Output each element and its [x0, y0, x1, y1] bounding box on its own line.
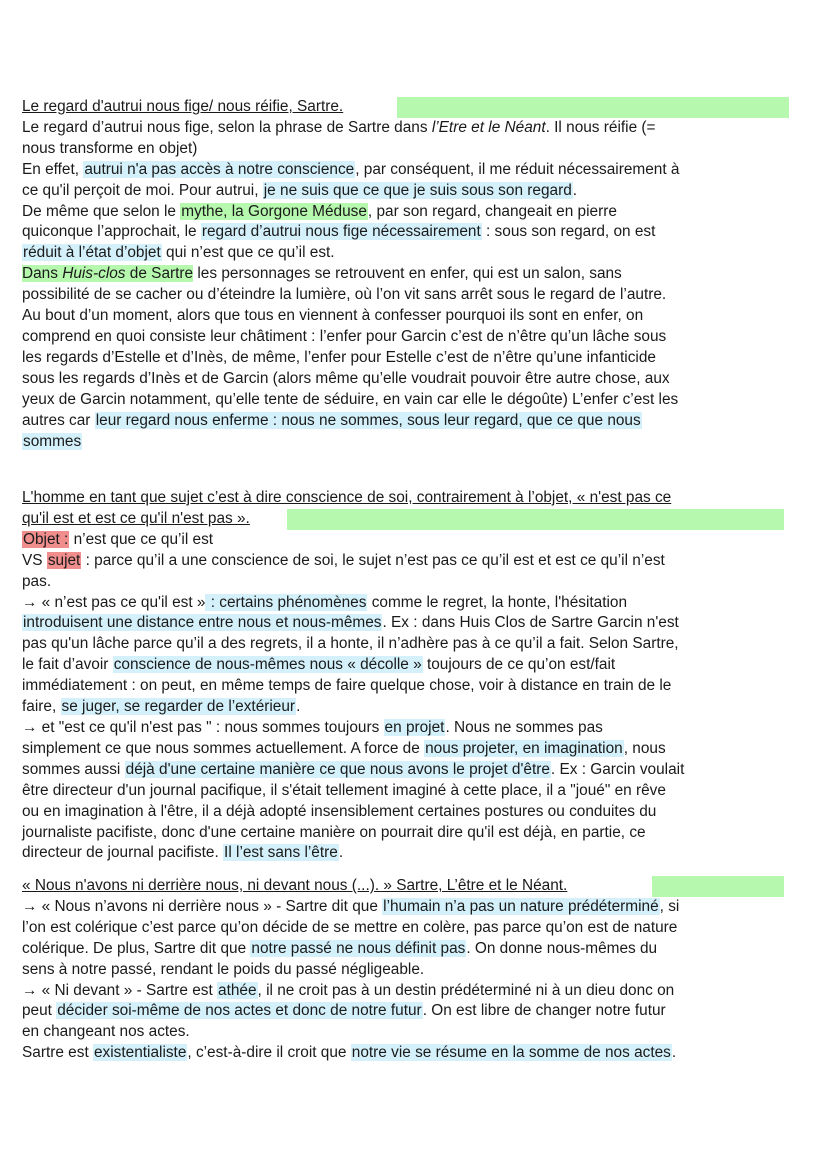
- section-ni-derriere-ni-devant: « Nous n'avons ni derrière nous, ni devant nous (...). » Sartre, L’être et le Néant. → « Nous n’avons ni derrière nous » - Sartre dit que l’humain n’a pas un nature prédéterminé, si l’on est colérique c’est parce qu’on décide de se mettre en colère, pas parce qu’on est de nature colérique. De plus, Sartre dit que notre passé ne nous définit pas. On donne nous-mêmes du sens à notre passé, rendant le poids du passé négligeable. → « Ni devant » - Sartre est athée, il ne croit pas à un destin prédéterminé ni à un dieu donc on peut décider soi-même de nos actes et donc de notre futur. On est libre de changer notre futur en changeant nos actes. Sartre est existentialiste, c’est-à-dire il croit que notre vie se résume en la somme de nos actes.: [22, 876, 792, 1064]
- highlight: leur regard nous enferme : nous ne sommes, sous leur regard, que ce que nous: [95, 411, 641, 429]
- label-sujet: sujet: [47, 551, 81, 569]
- highlight: Il l’est sans l’être: [224, 844, 338, 862]
- highlight: décider soi-même de nos actes et donc de notre futur: [57, 1002, 422, 1020]
- highlight: athée: [218, 981, 257, 999]
- highlight: introduisent une distance entre nous et nous-mêmes: [23, 614, 382, 632]
- section-sujet-conscience: L'homme en tant que sujet c’est à dire conscience de soi, contrairement à l’objet, « n'est pas ce qu'il est et est ce qu'il n'est pas ». Objet : n’est que ce qu’il est VS sujet : parce qu’il a une conscience de soi, le sujet n’est pas ce qu’il est et est ce qu’il n’est pas. → « n’est pas ce qu'il est » : certains phénomènes comme le regret, la honte, l'hésitation introduisent une distance entre nous et nous-mêmes. Ex : dans Huis Clos de Sartre Garcin n'est pas qu'un lâche parce qu’il a des regrets, il a honte, il n’adhère pas à ce qu’il a fait. Selon Sartre, le fait d’avoir conscience de nous-mêmes nous « décolle » toujours de ce qu’on est/fait immédiatement : on peut, en même temps de faire quelque chose, voir à distance en train de le faire, se juger, se regarder de l’extérieur. → et "est ce qu'il n'est pas " : nous sommes toujours en projet. Nous ne sommes pas simplement ce que nous sommes actuellement. A force de nous projeter, en imagination, nous sommes aussi déjà d'une certaine manière ce que nous avons le projet d'être. Ex : Garcin voulait être directeur d'un journal pacifique, il s'était tellement imaginé à cette place, il a "joué" en rêve ou en imagination à l'être, il a déjà adopté insensiblement certaines postures ou conduites du journaliste pacifiste, donc d'une certaine manière on pourrait dire qu'il est déjà, en partie, ce directeur de journal pacifiste. Il l’est sans l’être.: [22, 488, 792, 864]
- highlight: nous projeter, en imagination: [425, 739, 623, 757]
- highlight: autrui n'a pas accès à notre conscience: [84, 160, 355, 178]
- section1-title: Le regard d'autrui nous fige/ nous réifie, Sartre.: [22, 98, 344, 115]
- section-regard-autrui: Le regard d'autrui nous fige/ nous réifie, Sartre. Le regard d’autrui nous fige, selon la phrase de Sartre dans l’Etre et le Néant. Il nous réifie (= nous transforme en objet) En effet, autrui n'a pas accès à notre conscience, par conséquent, il me réduit nécessairement à ce qu'il perçoit de moi. Pour autrui, je ne suis que ce que je suis sous son regard. De même que selon le mythe, la Gorgone Méduse, par son regard, changeait en pierre quiconque l’approchait, le regard d’autrui nous fige nécessairement : sous son regard, on est réduit à l’état d’objet qui n’est que ce qu’il est. Dans Huis-clos de Sartre les personnages se retrouvent en enfer, qui est un salon, sans possibilité de se cacher ou d’éteindre la lumière, où l’on vit sans arrêt sous le regard de l’autre. Au bout d’un moment, alors que tous en viennent à confesser pourquoi ils sont en enfer, on comprend en quoi consiste leur châtiment : l’enfer pour Garcin c’est de n’être qu’un lâche sous les regards d’Estelle et d’Inès, de même, l’enfer pour Estelle c’est de n’être qu’une infanticide sous les regards d’Inès et de Garcin (alors même qu’elle voudrait pouvoir être autre chose, aux yeux de Garcin notamment, qu’elle tente de séduire, en vain car elle le dégoûte) L’enfer c’est les autres car leur regard nous enferme : nous ne sommes, sous leur regard, que ce que nous sommes: [22, 97, 792, 452]
- highlight: existentialiste: [94, 1044, 187, 1062]
- highlight: l’humain n’a pas un nature prédéterminé: [383, 897, 659, 915]
- highlight-green: mythe, la Gorgone Méduse: [181, 202, 367, 220]
- highlight: notre passé ne nous définit pas: [251, 939, 466, 957]
- highlight: notre vie se résume en la somme de nos actes: [351, 1044, 671, 1062]
- highlight: déjà d'une certaine manière ce que nous avons le projet d'être: [125, 760, 550, 778]
- highlight: regard d’autrui nous fige nécessairement: [201, 223, 481, 241]
- highlight: se juger, se regarder de l’extérieur: [61, 698, 296, 716]
- highlight: : certains phénomènes: [206, 593, 367, 611]
- label-objet: Objet :: [23, 530, 69, 548]
- section3-title: « Nous n'avons ni derrière nous, ni devant nous (...). » Sartre, L’être et le Néant.: [22, 877, 568, 894]
- section1-title-line: [22, 97, 792, 118]
- section2-title: L'homme en tant que sujet c’est à dire conscience de soi, contrairement à l’objet, « n'est pas ce: [22, 489, 672, 506]
- highlight-green: Dans Huis-clos de Sartre: [22, 265, 194, 283]
- highlight: je ne suis que ce que je suis sous son regard: [263, 181, 572, 199]
- highlight: en projet: [384, 718, 445, 736]
- highlight: sommes: [23, 432, 82, 450]
- highlight: conscience de nous-mêmes nous « décolle »: [113, 656, 422, 674]
- highlight: réduit à l’état d’objet: [23, 244, 161, 262]
